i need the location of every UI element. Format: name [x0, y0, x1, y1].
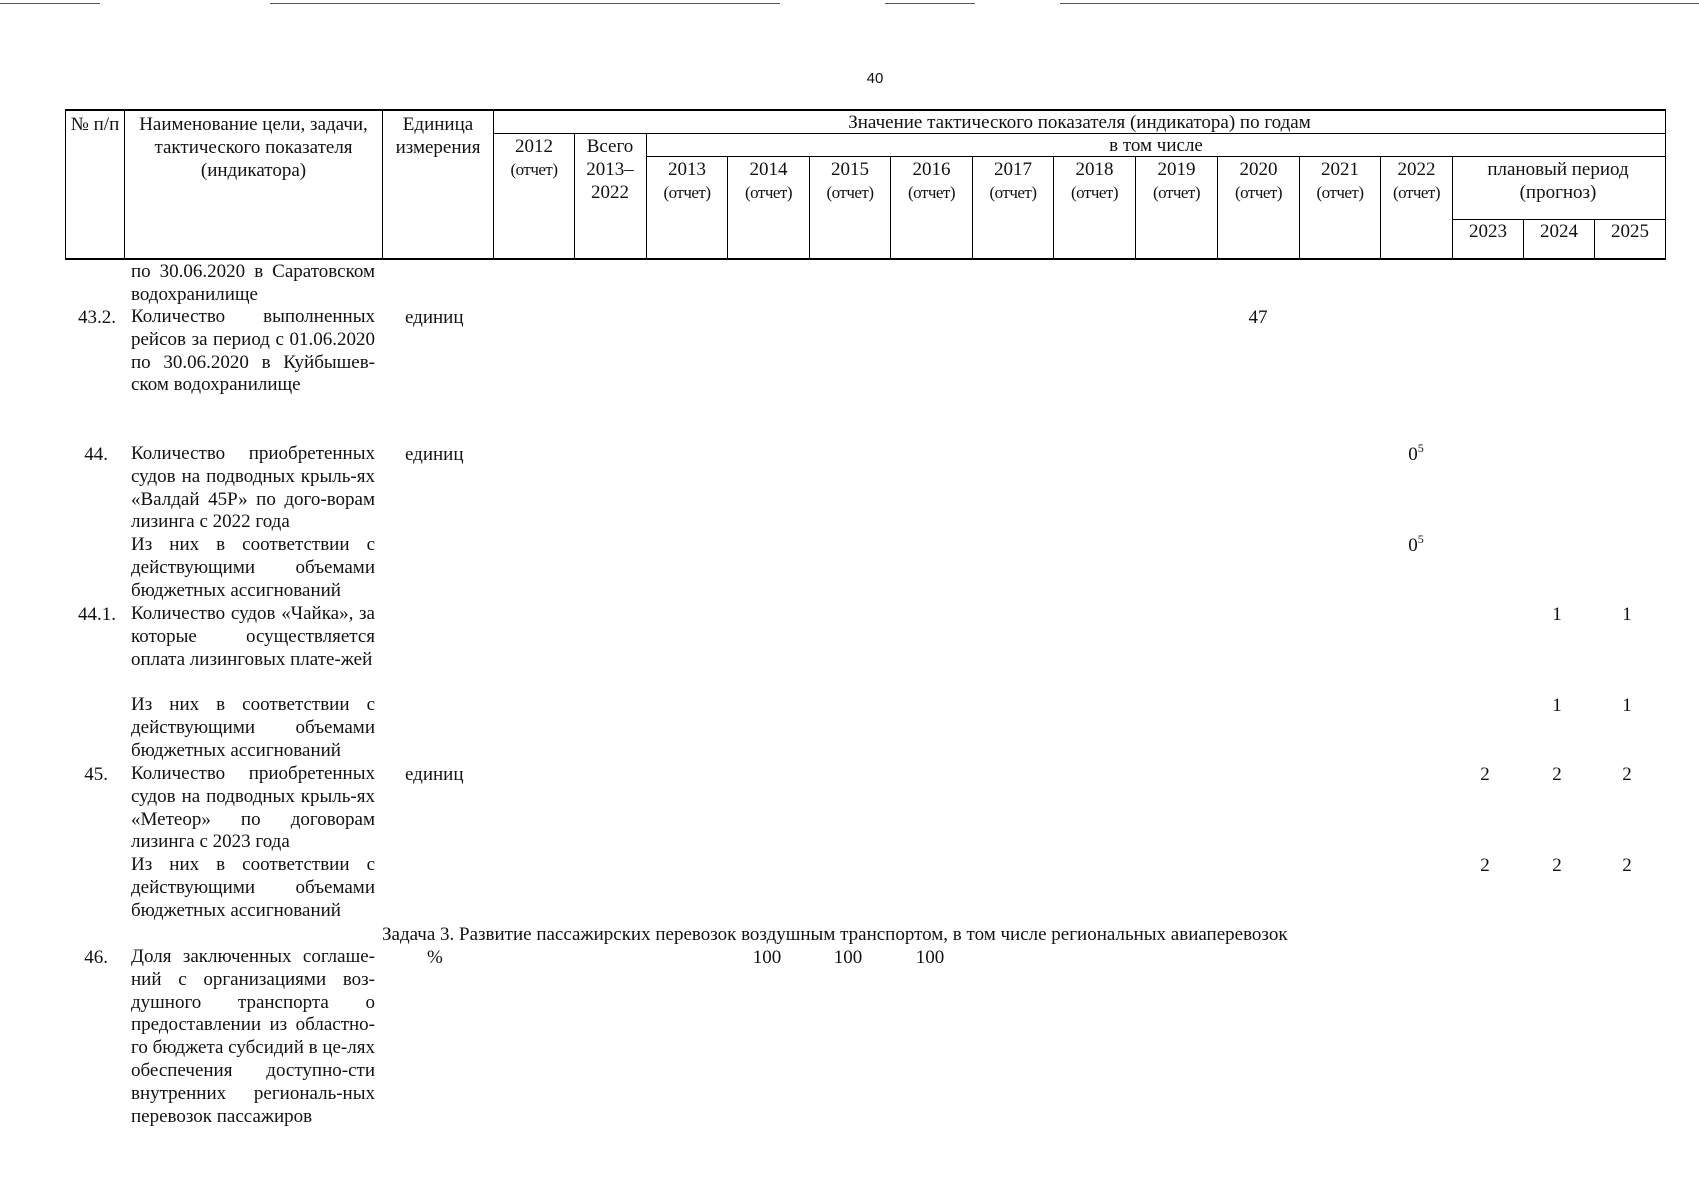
value-2020: 47	[1248, 307, 1268, 328]
scan-edge-line	[0, 3, 100, 4]
row-name: Из них в соответствии с действующими объемами бюджетных ассигнований	[131, 854, 375, 921]
row-unit: единиц	[405, 307, 464, 328]
value-2024: 2	[1552, 855, 1562, 876]
row-name: Из них в соответствии с действующими объемами бюджетных ассигнований	[131, 694, 375, 761]
header-year: 2018	[1075, 159, 1114, 180]
header-year: 2014	[749, 159, 788, 180]
value-2014: 100	[752, 947, 782, 968]
header-plan-year: 2023	[1469, 221, 1507, 242]
footnote-mark: 5	[1417, 440, 1424, 455]
header-values: Значение тактического показателя (индикатора) по годам	[848, 112, 1311, 133]
value-2024: 2	[1552, 764, 1562, 785]
page-number: 40	[866, 70, 884, 87]
footnote-mark: 5	[1417, 531, 1424, 546]
row-name: по 30.06.2020 в Саратовском водохранилище	[131, 261, 375, 305]
row-num: 44.1.	[78, 604, 116, 625]
header-unit: Единица измерения	[395, 114, 481, 158]
row-num: 46.	[84, 947, 108, 968]
value-2015: 100	[833, 947, 863, 968]
header-report-note: (отчет)	[1392, 183, 1441, 202]
header-total: Всего 2013–2022	[586, 136, 634, 203]
row-name: Количество приобретенных судов на подводных крыль-ях «Валдай 45Р» по дого-ворам лизинга с 2022 года	[131, 443, 375, 533]
scan-edge-line	[1060, 3, 1699, 4]
value-2016: 100	[915, 947, 945, 968]
row-unit: единиц	[405, 444, 464, 465]
value-2025: 2	[1622, 855, 1632, 876]
header-report-note: (отчет)	[1234, 183, 1283, 202]
value-2025: 1	[1622, 604, 1632, 625]
row-num: 45.	[84, 764, 108, 785]
value-2023: 2	[1480, 764, 1490, 785]
header-report-note: (отчет)	[1152, 183, 1201, 202]
header-year: 2013	[668, 159, 706, 180]
row-unit: единиц	[405, 764, 464, 785]
row-name: Из них в соответствии с действующими объемами бюджетных ассигнований	[131, 534, 375, 601]
header-report-note: (отчет)	[1316, 183, 1364, 202]
value-2024: 1	[1552, 604, 1562, 625]
header-name: Наименование цели, задачи, тактического показателя (индикатора)	[139, 114, 368, 181]
task-3-heading: Задача 3. Развитие пассажирских перевозок воздушным транспортом, в том числе региональных авиаперевозок	[382, 924, 1288, 945]
value-2024: 1	[1552, 695, 1562, 716]
row-num: 44.	[84, 444, 108, 465]
header-plan-year: 2024	[1540, 221, 1578, 242]
header-year: 2021	[1321, 159, 1359, 180]
row-name: Количество приобретенных судов на подводных крыль-ях «Метеор» по договорам лизинга с 2023 года	[131, 763, 375, 853]
header-report-note: (отчет)	[1070, 183, 1119, 202]
row-num: 43.2.	[78, 307, 116, 328]
header-report-note: (отчет)	[989, 183, 1037, 202]
header-year: 2019	[1157, 159, 1196, 180]
header-year: 2020	[1239, 159, 1278, 180]
header-including: в том числе	[1109, 135, 1203, 156]
header-report-note: (отчет)	[907, 183, 956, 202]
header-year: 2022	[1397, 159, 1436, 180]
header-report-note: (отчет)	[744, 183, 793, 202]
header-year: 2017	[994, 159, 1032, 180]
header-num: № п/п	[70, 114, 120, 135]
value-2023: 2	[1480, 855, 1490, 876]
header-plan-period: плановый период (прогноз)	[1487, 159, 1629, 203]
value-2025: 2	[1622, 764, 1632, 785]
row-name: Количество выполненных рейсов за период с 01.06.2020 по 30.06.2020 в Куйбышев-ском водохранилище	[131, 306, 375, 396]
row-unit: %	[427, 947, 443, 968]
row-name: Количество судов «Чайка», за которые осуществляется оплата лизинговых плате-жей	[131, 603, 375, 670]
row-name: Доля заключенных соглаше-ний с организациями воз-душного транспорта о предоставлении из областно-го бюджета субсидий в це-лях обеспечения доступно-сти внутренних региональ-ных перевозок пассажиров	[131, 946, 375, 1127]
scan-edge-line	[270, 3, 780, 4]
header-year: 2015	[831, 159, 869, 180]
header-plan-year: 2025	[1611, 221, 1649, 242]
header-2012-note: (отчет)	[510, 160, 558, 179]
scan-edge-line	[885, 3, 975, 4]
header-report-note: (отчет)	[826, 183, 874, 202]
header-2012: 2012	[515, 136, 553, 157]
value-2022: $0^5$	[1408, 440, 1424, 465]
header-year: 2016	[912, 159, 951, 180]
value-2022: $0^5$	[1408, 531, 1424, 556]
header-report-note: (отчет)	[663, 183, 711, 202]
value-2025: 1	[1622, 695, 1632, 716]
